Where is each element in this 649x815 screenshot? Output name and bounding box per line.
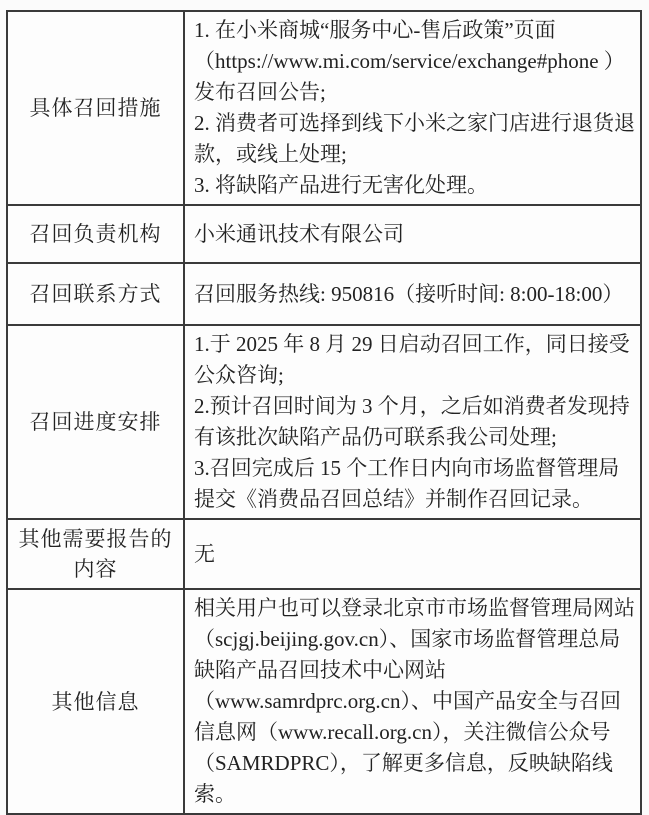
table-row-responsible-org: [8, 204, 640, 262]
other-report-content-value: 无: [194, 541, 215, 566]
recall-measure-item-1: 1. 在小米商城“服务中心-售后政策”页面（https://www.mi.com/service/exchange#phone ）发布召回公告;: [194, 18, 625, 104]
table-row-other-report-content: [8, 518, 640, 588]
recall-measure-item-3: 3. 将缺陷产品进行无害化处理。: [194, 173, 488, 197]
other-info-text: 相关用户也可以登录北京市市场监督管理局网站（scjgj.beijing.gov.cn）、国家市场监督管理总局缺陷产品召回技术中心网站（www.samrdprc.org.cn）、中国产品安全与召回信息网（www.recall.org.cn），关注微信公众号（SAMRDPRC），了解更多信息，反映缺陷线索。: [194, 596, 635, 806]
row-content-recall-schedule: [185, 326, 640, 518]
row-content-contact-method: [185, 264, 640, 324]
row-content-recall-measures: [185, 12, 640, 204]
table-row-recall-schedule: [8, 324, 640, 518]
table-row-other-info: [8, 588, 640, 813]
row-label-text: 具体召回措施: [29, 96, 162, 120]
row-label-text: 召回进度安排: [29, 410, 162, 434]
row-content-responsible-org: [185, 206, 640, 262]
row-label-contact-method: [8, 264, 185, 324]
row-label-text: 召回负责机构: [29, 222, 162, 246]
row-content-other-info: [185, 590, 640, 813]
row-label-text: 其他信息: [51, 689, 140, 714]
schedule-item-3: 3.召回完成后 15 个工作日内向市场监督管理局提交《消费品召回总结》并制作召回记录。: [194, 456, 620, 511]
schedule-item-2: 2.预计召回时间为 3 个月，之后如消费者发现持有该批次缺陷产品仍可联系我公司处理;: [194, 394, 630, 449]
row-content-other-report-content: [185, 520, 640, 588]
row-label-responsible-org: [8, 206, 185, 262]
recall-measure-item-2: 2. 消费者可选择到线下小米之家门店进行退货退款，或线上处理;: [194, 111, 635, 166]
row-label-other-report-content: [8, 520, 185, 588]
recall-hotline-text: 召回服务热线: 950816（接听时间: 8:00-18:00）: [194, 281, 624, 306]
row-label-other-info: [8, 590, 185, 813]
table-row-contact-method: [8, 262, 640, 324]
schedule-item-1: 1.于 2025 年 8 月 29 日启动召回工作，同日接受公众咨询;: [194, 332, 630, 387]
responsible-org-name: 小米通讯技术有限公司: [194, 221, 404, 246]
row-label-recall-measures: [8, 12, 185, 204]
recall-notice-table: [6, 10, 642, 815]
row-label-text: 其他需要报告的内容: [18, 527, 173, 581]
row-label-recall-schedule: [8, 326, 185, 518]
row-label-text: 召回联系方式: [29, 282, 162, 306]
table-row-recall-measures: [8, 12, 640, 204]
